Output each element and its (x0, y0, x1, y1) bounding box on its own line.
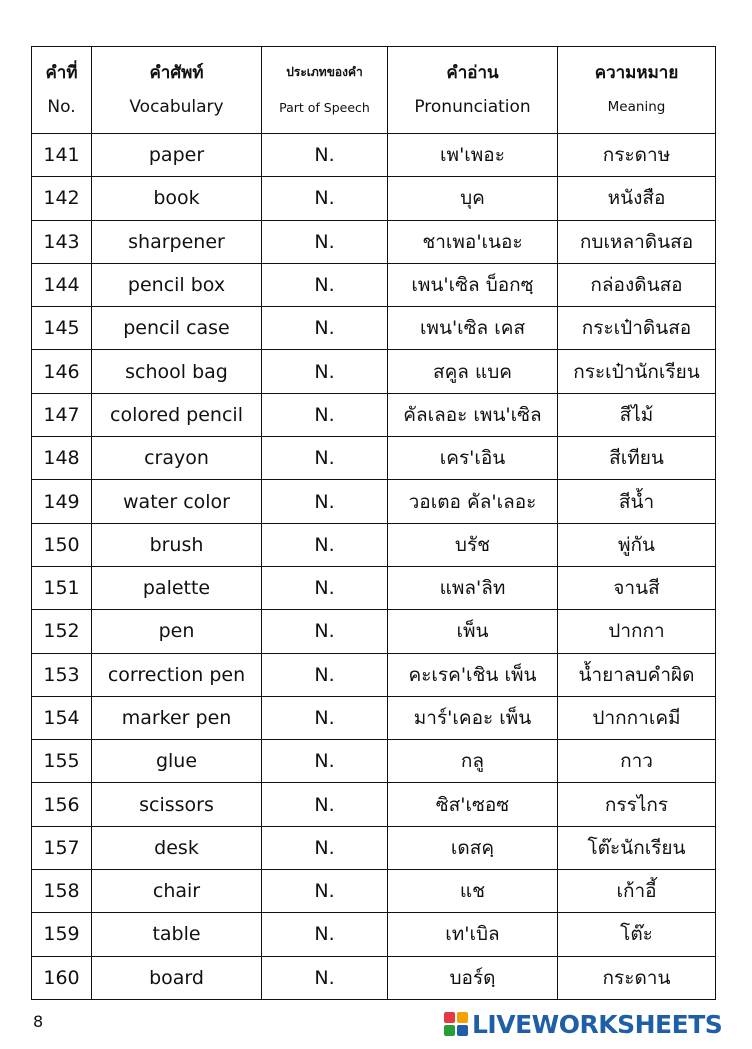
header-no-thai: คำที่ (45, 63, 78, 83)
cell-vocabulary: colored pencil (92, 393, 262, 436)
cell-vocabulary: correction pen (92, 653, 262, 696)
cell-pronunciation: มาร์'เคอะ เพ็น (388, 696, 558, 739)
cell-vocabulary: board (92, 956, 262, 999)
cell-meaning: น้ำยาลบคำผิด (558, 653, 716, 696)
logo-text: LIVEWORKSHEETS (472, 1009, 723, 1039)
table-row (32, 610, 716, 653)
logo-square-blue (457, 1025, 468, 1036)
cell-number: 153 (32, 653, 92, 696)
cell-vocabulary: desk (92, 826, 262, 869)
header-meaning (558, 47, 716, 134)
cell-pronunciation: เพ'เพอะ (388, 134, 558, 177)
header-meaning-thai: ความหมาย (594, 63, 679, 83)
cell-vocabulary: brush (92, 523, 262, 566)
cell-number: 141 (32, 134, 92, 177)
cell-number: 152 (32, 610, 92, 653)
cell-number: 158 (32, 870, 92, 913)
cell-number: 148 (32, 437, 92, 480)
header-meaning-en: Meaning (607, 99, 666, 115)
logo-square-orange (457, 1012, 468, 1023)
cell-pronunciation: วอเตอ คัล'เลอะ (388, 480, 558, 523)
cell-pronunciation: คะเรค'เชิน เพ็น (388, 653, 558, 696)
cell-vocabulary: school bag (92, 350, 262, 393)
header-no-en: No. (47, 97, 76, 117)
cell-part-of-speech: N. (262, 220, 388, 263)
cell-pronunciation: เท'เบิล (388, 913, 558, 956)
table-row (32, 566, 716, 609)
cell-part-of-speech: N. (262, 263, 388, 306)
cell-part-of-speech: N. (262, 956, 388, 999)
cell-pronunciation: บอร์ดฺ (388, 956, 558, 999)
cell-meaning: กล่องดินสอ (558, 263, 716, 306)
cell-vocabulary: scissors (92, 783, 262, 826)
header-pronunciation (388, 47, 558, 134)
cell-meaning: กระเป๋าดินสอ (558, 307, 716, 350)
cell-vocabulary: sharpener (92, 220, 262, 263)
cell-part-of-speech: N. (262, 653, 388, 696)
cell-part-of-speech: N. (262, 913, 388, 956)
header-pronunciation-thai: คำอ่าน (446, 63, 499, 83)
cell-vocabulary: pencil box (92, 263, 262, 306)
vocabulary-table (31, 46, 716, 1000)
cell-part-of-speech: N. (262, 134, 388, 177)
cell-pronunciation: ซิส'เซอซ (388, 783, 558, 826)
cell-pronunciation: เพน'เซิล บ็อกซฺ (388, 263, 558, 306)
cell-vocabulary: glue (92, 740, 262, 783)
cell-part-of-speech: N. (262, 480, 388, 523)
cell-vocabulary: palette (92, 566, 262, 609)
cell-vocabulary: table (92, 913, 262, 956)
cell-part-of-speech: N. (262, 437, 388, 480)
table-row (32, 134, 716, 177)
cell-pronunciation: สคูล แบค (388, 350, 558, 393)
cell-vocabulary: book (92, 177, 262, 220)
table-row (32, 220, 716, 263)
header-part-of-speech (262, 47, 388, 134)
cell-vocabulary: chair (92, 870, 262, 913)
cell-number: 149 (32, 480, 92, 523)
header-part-of-speech-thai: ประเภทของคำ (286, 65, 363, 79)
table-header-row (32, 47, 716, 134)
header-pronunciation-en: Pronunciation (414, 97, 531, 117)
cell-number: 154 (32, 696, 92, 739)
cell-pronunciation: ชาเพอ'เนอะ (388, 220, 558, 263)
cell-meaning: หนังสือ (558, 177, 716, 220)
cell-meaning: กระดาษ (558, 134, 716, 177)
cell-part-of-speech: N. (262, 696, 388, 739)
cell-meaning: ปากกาเคมี (558, 696, 716, 739)
page-number: 8 (33, 1012, 44, 1031)
cell-vocabulary: water color (92, 480, 262, 523)
cell-number: 155 (32, 740, 92, 783)
cell-number: 159 (32, 913, 92, 956)
cell-number: 156 (32, 783, 92, 826)
logo-square-red (444, 1012, 455, 1023)
cell-vocabulary: pen (92, 610, 262, 653)
cell-meaning: กระเป๋านักเรียน (558, 350, 716, 393)
cell-part-of-speech: N. (262, 350, 388, 393)
cell-part-of-speech: N. (262, 783, 388, 826)
cell-pronunciation: กลู (388, 740, 558, 783)
cell-meaning: โต๊ะนักเรียน (558, 826, 716, 869)
cell-meaning: สีไม้ (558, 393, 716, 436)
table-row (32, 393, 716, 436)
table-row (32, 437, 716, 480)
cell-part-of-speech: N. (262, 610, 388, 653)
cell-number: 147 (32, 393, 92, 436)
cell-meaning: กาว (558, 740, 716, 783)
cell-pronunciation: แพล'ลิท (388, 566, 558, 609)
cell-meaning: โต๊ะ (558, 913, 716, 956)
table-row (32, 740, 716, 783)
cell-meaning: กระดาน (558, 956, 716, 999)
cell-part-of-speech: N. (262, 393, 388, 436)
table-row (32, 177, 716, 220)
cell-number: 143 (32, 220, 92, 263)
cell-pronunciation: เดสคฺ (388, 826, 558, 869)
cell-number: 157 (32, 826, 92, 869)
liveworksheets-logo-icon (444, 1012, 468, 1036)
cell-part-of-speech: N. (262, 523, 388, 566)
cell-part-of-speech: N. (262, 307, 388, 350)
table-row (32, 826, 716, 869)
cell-pronunciation: คัลเลอะ เพน'เซิล (388, 393, 558, 436)
cell-part-of-speech: N. (262, 870, 388, 913)
cell-meaning: สีเทียน (558, 437, 716, 480)
cell-number: 142 (32, 177, 92, 220)
cell-pronunciation: เพน'เซิล เคส (388, 307, 558, 350)
table-row (32, 523, 716, 566)
cell-pronunciation: แช (388, 870, 558, 913)
cell-meaning: กรรไกร (558, 783, 716, 826)
cell-pronunciation: เคร'เอิน (388, 437, 558, 480)
cell-pronunciation: เพ็น (388, 610, 558, 653)
cell-part-of-speech: N. (262, 740, 388, 783)
table-row (32, 307, 716, 350)
cell-number: 146 (32, 350, 92, 393)
table-row (32, 263, 716, 306)
header-no (32, 47, 92, 134)
cell-pronunciation: บุค (388, 177, 558, 220)
cell-meaning: เก้าอี้ (558, 870, 716, 913)
cell-meaning: จานสี (558, 566, 716, 609)
logo-square-green (444, 1025, 455, 1036)
cell-number: 144 (32, 263, 92, 306)
cell-meaning: ปากกา (558, 610, 716, 653)
cell-part-of-speech: N. (262, 566, 388, 609)
cell-number: 145 (32, 307, 92, 350)
cell-vocabulary: crayon (92, 437, 262, 480)
liveworksheets-logo (444, 1009, 722, 1039)
cell-number: 160 (32, 956, 92, 999)
table-row (32, 480, 716, 523)
cell-vocabulary: pencil case (92, 307, 262, 350)
table-body (32, 134, 716, 1000)
table-row (32, 956, 716, 999)
table-row (32, 653, 716, 696)
table-row (32, 696, 716, 739)
cell-part-of-speech: N. (262, 177, 388, 220)
cell-part-of-speech: N. (262, 826, 388, 869)
cell-vocabulary: marker pen (92, 696, 262, 739)
header-vocabulary-thai: คำศัพท์ (149, 63, 204, 83)
cell-meaning: พู่กัน (558, 523, 716, 566)
cell-number: 150 (32, 523, 92, 566)
header-vocabulary (92, 47, 262, 134)
cell-number: 151 (32, 566, 92, 609)
cell-vocabulary: paper (92, 134, 262, 177)
header-vocabulary-en: Vocabulary (129, 97, 224, 117)
table-row (32, 913, 716, 956)
table-row (32, 870, 716, 913)
table-row (32, 350, 716, 393)
cell-meaning: สีน้ำ (558, 480, 716, 523)
table-row (32, 783, 716, 826)
cell-meaning: กบเหลาดินสอ (558, 220, 716, 263)
header-part-of-speech-en: Part of Speech (279, 100, 370, 115)
cell-pronunciation: บรัช (388, 523, 558, 566)
